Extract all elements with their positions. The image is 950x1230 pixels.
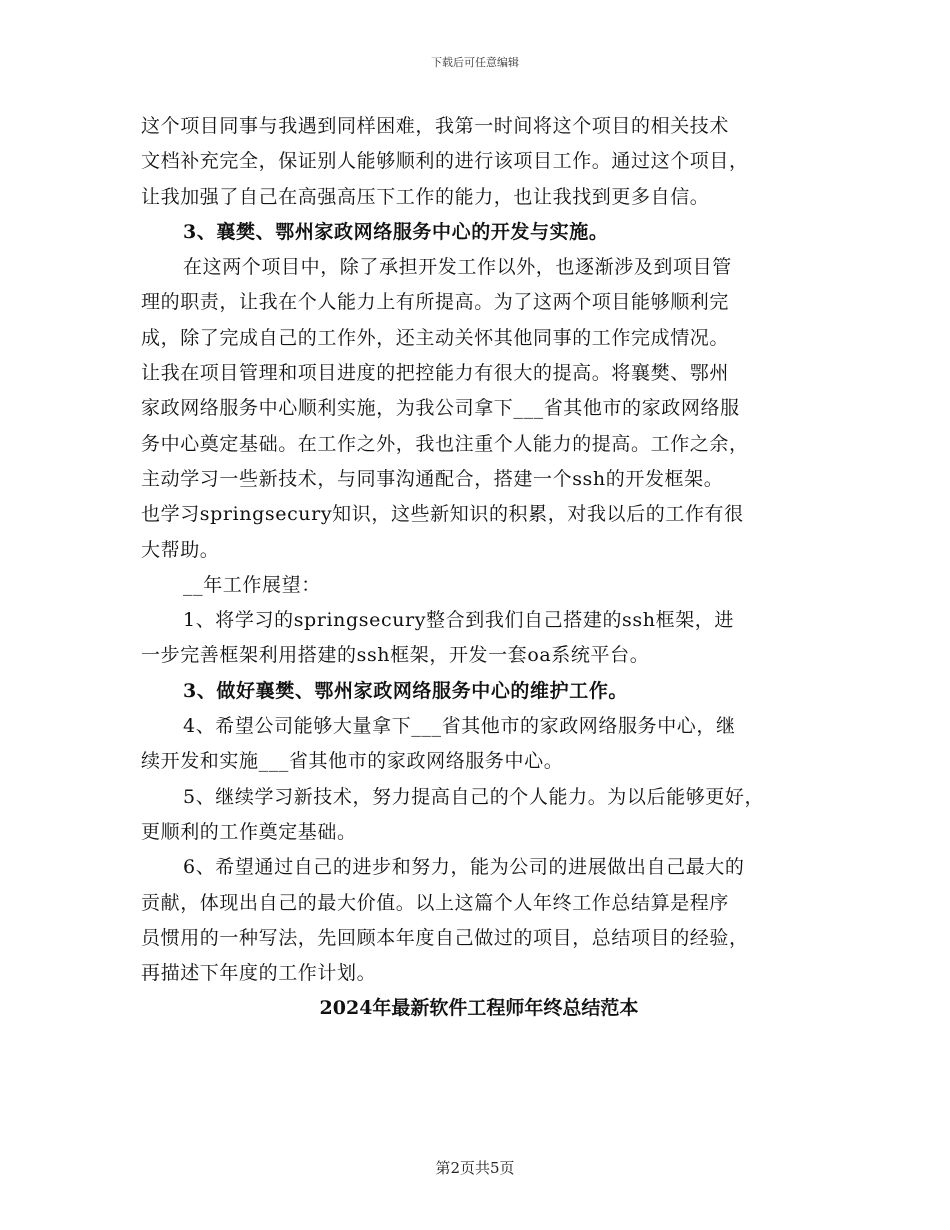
list-item-4: 4、希望公司能够大量拿下___省其他市的家政网络服务中心，继 <box>183 715 736 738</box>
body-line: 员惯用的一种写法，先回顾本年度自己做过的项目，总结项目的经验， <box>141 926 749 949</box>
page-footer: 第2页共5页 <box>435 1159 515 1177</box>
body-line: 让我加强了自己在高强高压下工作的能力，也让我找到更多自信。 <box>141 185 710 208</box>
list-item-5: 5、继续学习新技术，努力提高自己的个人能力。为以后能够更好， <box>183 785 765 808</box>
body-line: 让我在项目管理和项目进度的把控能力有很大的提高。将襄樊、鄂州 <box>141 362 730 385</box>
document-title: 2024年最新软件工程师年终总结范本 <box>319 997 639 1020</box>
body-line: 成，除了完成自己的工作外，还主动关怀其他同事的工作完成情况。 <box>141 326 730 349</box>
list-item-6: 6、希望通过自己的进步和努力，能为公司的进展做出自己最大的 <box>183 856 745 879</box>
body-line: 家政网络服务中心顺利实施，为我公司拿下___省其他市的家政网络服 <box>141 397 740 420</box>
body-line: 贡献，体现出自己的最大价值。以上这篇个人年终工作总结算是程序 <box>141 891 730 914</box>
document-body <box>141 109 821 1027</box>
list-item-1: 1、将学习的springsecury整合到我们自己搭建的ssh框架，进 <box>183 609 734 632</box>
body-line: 续开发和实施___省其他市的家政网络服务中心。 <box>141 750 564 773</box>
body-line: 文档补充完全，保证别人能够顺利的进行该项目工作。通过这个项目， <box>141 150 749 173</box>
section-heading: 3、襄樊、鄂州家政网络服务中心的开发与实施。 <box>183 220 609 243</box>
body-line: 大帮助。 <box>141 538 220 561</box>
body-line: 务中心奠定基础。在工作之外，我也注重个人能力的提高。工作之余， <box>141 432 749 455</box>
body-line: 一步完善框架利用搭建的ssh框架，开发一套oa系统平台。 <box>141 644 650 667</box>
body-line: 在这两个项目中，除了承担开发工作以外，也逐渐涉及到项目管 <box>183 256 732 279</box>
body-line: 再描述下年度的工作计划。 <box>141 962 377 985</box>
body-line: 也学习springsecury知识，这些新知识的积累，对我以后的工作有很 <box>141 503 744 526</box>
body-line: 理的职责，让我在个人能力上有所提高。为了这两个项目能够顺利完 <box>141 291 730 314</box>
page-header: 下载后可任意编辑 <box>431 56 519 69</box>
list-item-3: 3、做好襄樊、鄂州家政网络服务中心的维护工作。 <box>183 679 629 702</box>
outlook-heading: __年工作展望： <box>183 573 321 596</box>
body-line: 这个项目同事与我遇到同样困难，我第一时间将这个项目的相关技术 <box>141 115 730 137</box>
body-line: 主动学习一些新技术，与同事沟通配合，搭建一个ssh的开发框架。 <box>141 467 724 490</box>
body-line: 更顺利的工作奠定基础。 <box>141 820 357 843</box>
